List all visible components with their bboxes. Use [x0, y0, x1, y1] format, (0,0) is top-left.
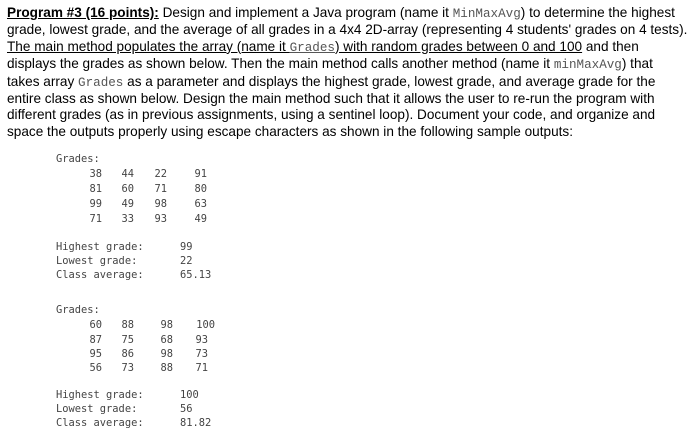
- grade-cell: 88: [121, 319, 134, 331]
- class-average-label: Class average:: [56, 417, 144, 429]
- class-average-value: 81.82: [180, 417, 212, 429]
- description-line-2: grade, lowest grade, and the average of all grades in a 4x4 2D-array (representing 4 students' grades on 4 tests).: [7, 22, 688, 38]
- grade-cell: 98: [154, 198, 167, 210]
- class-average-label: Class average:: [56, 269, 144, 281]
- grade-cell: 93: [154, 213, 167, 225]
- grade-cell: 80: [194, 183, 207, 195]
- assignment-description: [7, 5, 695, 140]
- grade-cell: 99: [89, 198, 102, 210]
- grade-cell: 22: [154, 168, 167, 180]
- grade-cell: 86: [121, 348, 134, 360]
- highest-grade-label: Highest grade:: [56, 241, 144, 253]
- highest-grade-value: 99: [180, 241, 193, 253]
- grade-cell: 38: [89, 168, 102, 180]
- grade-cell: 60: [121, 183, 134, 195]
- grade-cell: 75: [121, 334, 134, 346]
- grade-cell: 73: [121, 362, 134, 374]
- grade-cell: 93: [195, 334, 208, 346]
- grade-cell: 63: [194, 198, 207, 210]
- grade-cell: 73: [195, 348, 208, 360]
- grade-cell: 49: [194, 213, 207, 225]
- grade-cell: 71: [195, 362, 208, 374]
- array-name-code: Grades: [289, 40, 335, 55]
- grade-cell: 91: [194, 168, 207, 180]
- description-line-5: takes array Grades as a parameter and displays the highest grade, lowest grade, and average grade for the: [7, 73, 656, 90]
- grade-cell: 71: [89, 213, 102, 225]
- lowest-grade-value: 56: [180, 403, 193, 415]
- grade-cell: 87: [89, 334, 102, 346]
- grade-cell: 33: [121, 213, 134, 225]
- grade-cell: 44: [121, 168, 134, 180]
- grade-cell: 98: [160, 348, 173, 360]
- description-line-7: different grades (as in previous assignments, using a sentinel loop). Document your code, and organize and: [7, 107, 656, 123]
- grade-cell: 56: [89, 362, 102, 374]
- grade-cell: 88: [160, 362, 173, 374]
- program-heading: Program #3 (16 points):: [7, 5, 159, 20]
- grades-label: Grades:: [56, 153, 100, 165]
- lowest-grade-label: Lowest grade:: [56, 255, 138, 267]
- grade-cell: 100: [196, 319, 215, 331]
- class-average-value: 65.13: [180, 269, 212, 281]
- grade-cell: 98: [160, 319, 173, 331]
- description-line-4: displays the grades as shown below. Then the main method calls another method (name it minMaxAvg) that: [7, 56, 653, 73]
- program-name-code: MinMaxAvg: [452, 7, 521, 21]
- parameter-name-code: Grades: [78, 75, 124, 90]
- description-line-6: entire class as shown below. Design the main method such that it allows the user to re-run the program with: [7, 91, 655, 107]
- description-line-1: Program #3 (16 points): Design and implement a Java program (name it MinMaxAvg) to determine the highest: [7, 5, 675, 21]
- lowest-grade-value: 22: [180, 255, 193, 267]
- description-line-3: The main method populates the array (name it Grades) with random grades between 0 and 100 and then: [7, 38, 639, 55]
- description-line-8: space the outputs properly using escape characters as shown in the following sample outputs:: [7, 123, 573, 139]
- grade-cell: 60: [89, 319, 102, 331]
- grade-cell: 81: [89, 183, 102, 195]
- grade-cell: 95: [89, 348, 102, 360]
- method-name-code: minMaxAvg: [553, 58, 622, 73]
- lowest-grade-label: Lowest grade:: [56, 403, 138, 415]
- highest-grade-label: Highest grade:: [56, 389, 144, 401]
- grade-cell: 49: [121, 198, 134, 210]
- grade-cell: 68: [160, 334, 173, 346]
- grades-label: Grades:: [56, 304, 100, 316]
- grade-cell: 71: [154, 183, 167, 195]
- highest-grade-value: 100: [180, 389, 199, 401]
